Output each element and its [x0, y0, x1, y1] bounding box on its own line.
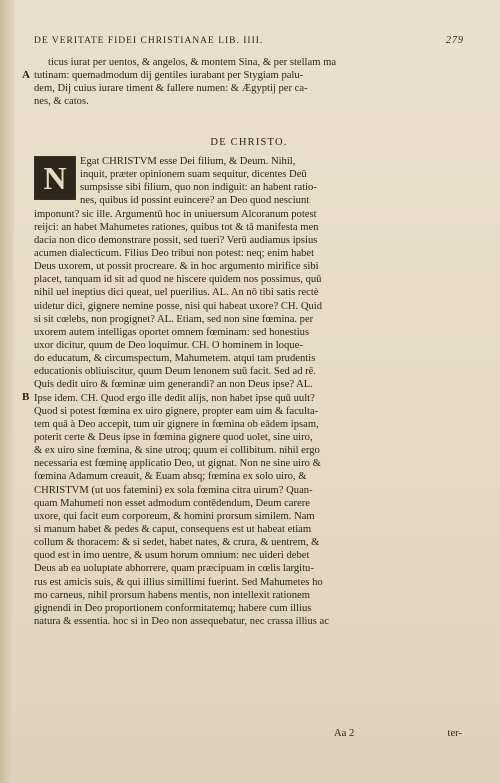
text-line: tutinam: quemadmodum dij gentiles iurabant per Stygiam palu- [34, 70, 304, 82]
section-heading: DE CHRISTO. [210, 137, 288, 148]
text-line: CHRISTVM (ut uos fatemini) ex sola fœmina citra uirum? Quan- [34, 484, 313, 496]
text-line: nes, quibus id possint euincere? an Deo quod nesciunt [80, 195, 310, 207]
text-line: Deus ab ea uoluptate abhorrere, quam præcipuam in cœlis largitu- [34, 563, 314, 575]
signature-mark: Aa 2 [334, 728, 355, 739]
running-title: DE VERITATE FIDEI CHRISTIANAE LIB. IIII. [34, 36, 264, 46]
text-line: reijci: an habet Mahumetes rationes, quibus tot & tā manifesta men [34, 221, 319, 233]
catchword: ter- [447, 728, 462, 739]
text-line: collum & thoracem: & si sedet, habet nates, & crura, & uentrem, & [34, 537, 320, 549]
text-line: acumen dialecticum. Filius Deo tribui non potest: neq; enim habet [34, 247, 315, 259]
page-gutter [0, 0, 14, 783]
text-line: Egat CHRISTVM esse Dei filium, & Deum. Nihil, [80, 156, 296, 167]
margin-letter-b: B [22, 391, 30, 403]
text-line: dacia non dico demonstrare possit, sed tueri? Verū audiamus ipsius [34, 234, 318, 246]
text-line: gignendi in Deo proportionem conformitatemq; habere cum illius [34, 602, 312, 614]
text-line: Deus uxorem, ut possit procreare. & in hoc argumento mirifice sibi [34, 261, 319, 273]
text-line: imponunt? sic ille. Argumentū hoc in uniuersum Alcoranum potest [34, 208, 317, 220]
text-line: Quis dedit uiro & fœminæ uim generandi? an non Deus ipse? AL. [34, 379, 313, 391]
text-line: uxorem autem intelligas oportet omnem fœminam: sed honestius [34, 326, 310, 338]
text-line: inquit, præter opinionem suam sequitur, dicentes Deū [80, 169, 307, 181]
text-line: educationis obliuiscitur, quum Deum lenonem suū facit. Sed ad rē. [34, 366, 317, 378]
body-text [34, 155, 464, 628]
text-line: nihil uel ineptius dici queat, uel puerilius. AL. An nō tibi satis rectè [34, 287, 319, 299]
text-line: mo carneus, nihil prorsum habens mentis, non intellexit rationem [34, 589, 310, 601]
text-line: nes, & catos. [34, 96, 89, 108]
folio-number: 279 [446, 35, 464, 46]
text-line: si manum habet & pedes & caput, consequens est ut habeat etiam [34, 523, 312, 535]
text-line: poterit certe & Deus ipse in fœmina gignere quod uolet, sine uiro, [34, 431, 313, 443]
text-line: ticus iurat per uentos, & angelos, & montem Sina, & per stellam ma [48, 57, 337, 68]
text-line: uxore, qui facit eum corporeum, & homini prorsum similem. Nam [34, 510, 315, 522]
text-line: uidetur dici, gignere nemine posse, nisi qui habeat uxore? CH. Quid [34, 300, 323, 312]
margin-letter-a: A [22, 69, 30, 81]
text-line: natura & essentia. hoc si in Deo non assequebatur, nec crassa illius ac [34, 615, 329, 627]
text-line: quam Mahumeti non esset admodum contēdendum, Deum carere [34, 497, 310, 509]
top-paragraph [34, 56, 464, 109]
text-line: fœmina Adamum creauit, & Euam absq; fœmina ex solo uiro, & [34, 471, 307, 483]
text-line: sumpsisse sibi filium, quo non indiguit: an habent ratio- [80, 182, 317, 194]
text-line: placet, tanquam id sit ad quod ne hiscere quidem nos possimus, quū [34, 274, 322, 286]
text-line: rus est amicis suis, & qui illius simillimi fuerint. Sed Mahumetes ho [34, 576, 323, 588]
text-line: Quod si potest fœmina ex uiro gignere, propter eam uim & faculta- [34, 405, 319, 417]
text-line: uxor dicitur, quum de Deo loquimur. CH. O hominem in loque- [34, 339, 303, 351]
text-line: & ex uiro sine fœmina, & sine utroq; quum ei collibitum. nihil ergo [34, 445, 320, 457]
text-line: do educatum, & circumspectum, Mahumetem. atqui tam prudentis [34, 353, 316, 365]
text-line: si sit cœlebs, non progignet? AL. Etiam, sed non sine fœmina. per [34, 313, 314, 325]
text-line: necessaria est fœminę applicatio Deo, ut gignat. Non ne sine uiro & [34, 458, 321, 470]
text-line: Ipse idem. CH. Quod ergo ille dedit alijs, non habet ipse quū uult? [34, 392, 315, 404]
page-footer [334, 728, 464, 742]
text-line: tem quā à Deo accepit, tum uir gignere in fœmina ob eādem ipsam, [34, 418, 319, 430]
text-line: quod est in imo uentre, & usum horum omnium: nec uideri debet [34, 550, 310, 562]
running-header [34, 36, 470, 50]
text-line: dem, Dij cuius iurare timent & fallere numen: & Ægyptij per ca- [34, 83, 308, 95]
initial-letter: N [43, 159, 67, 196]
